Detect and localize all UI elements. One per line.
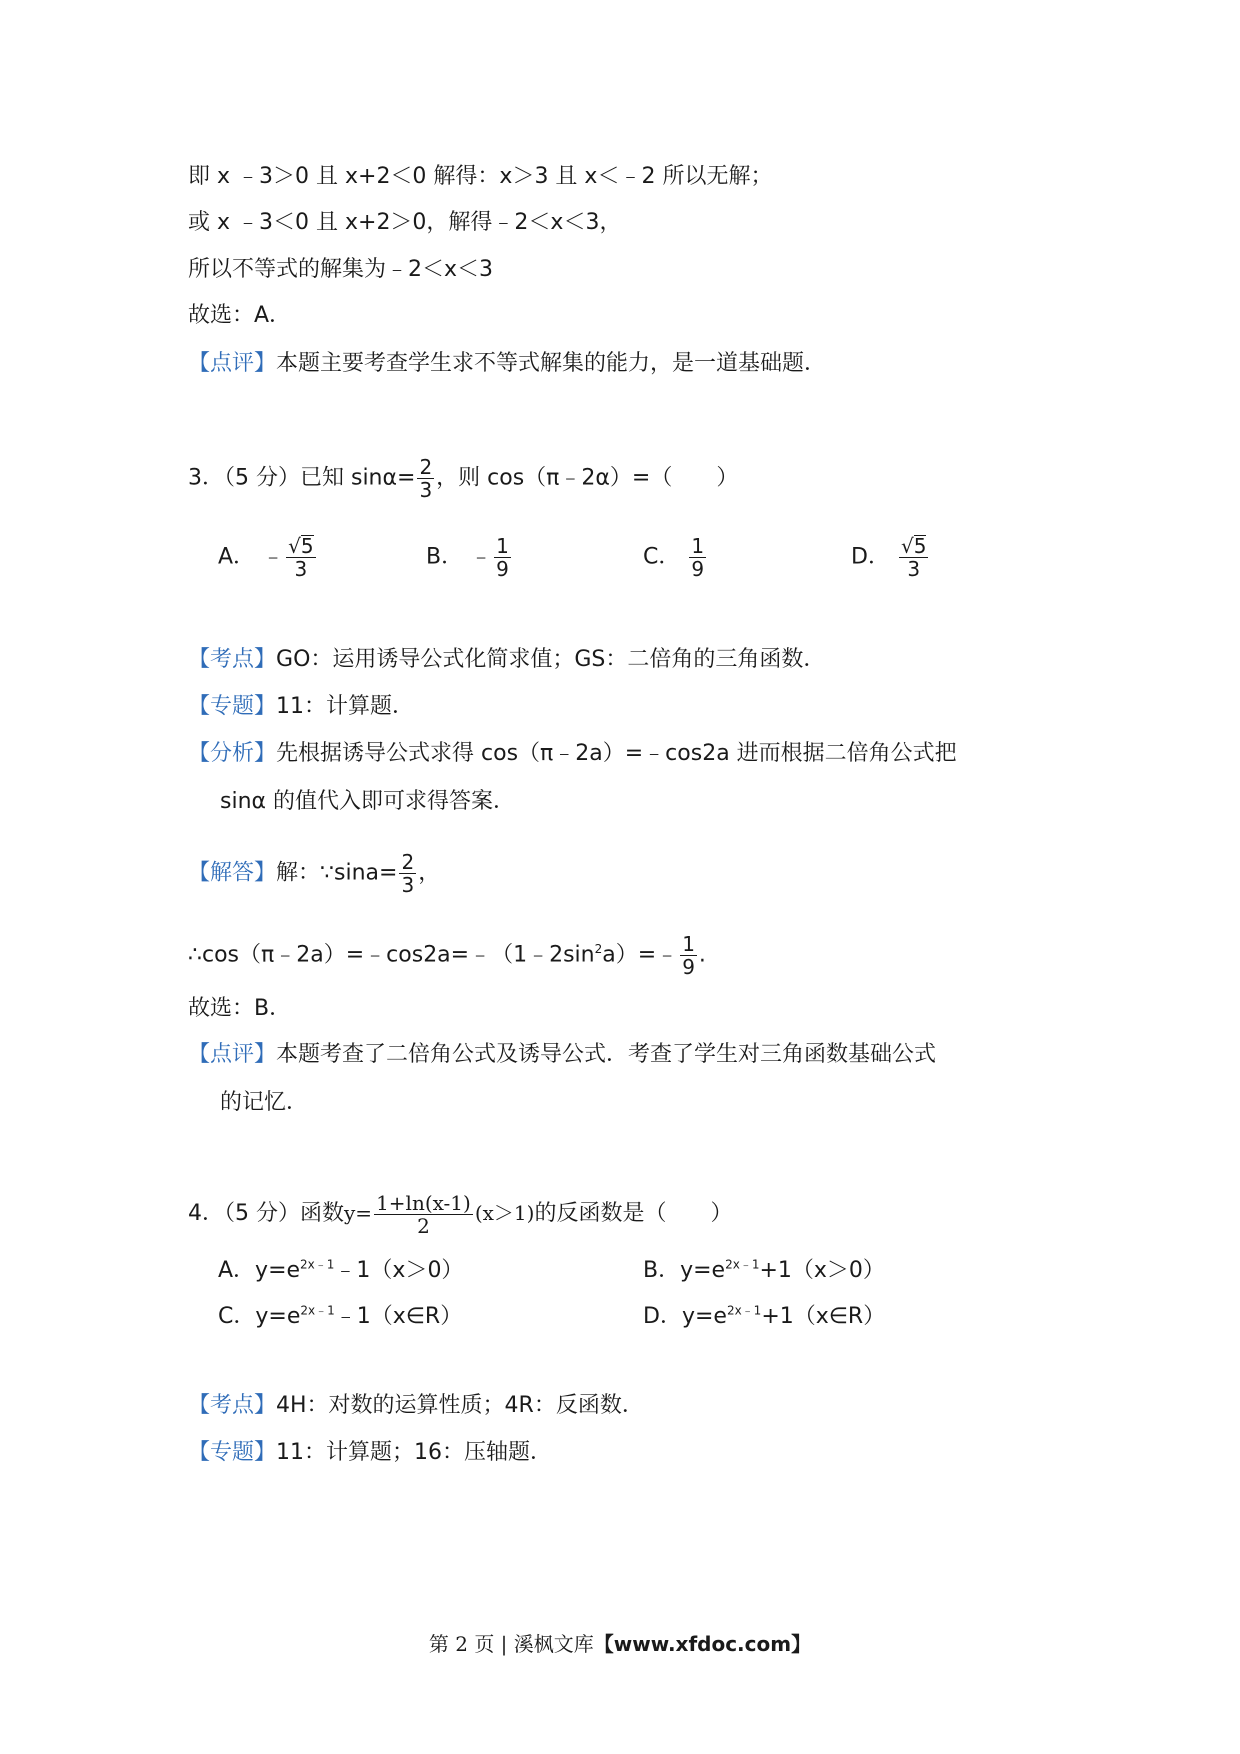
zhuanti-tag: 【专题】 (188, 694, 277, 719)
minus-sign: ﹣ (262, 544, 285, 570)
numerator: 1 (496, 534, 509, 558)
stem-text: 3．（5 分）已知 sinα= (188, 465, 416, 491)
option-text: ﹣1（x∈R） (334, 1304, 463, 1329)
denominator: 3 (907, 557, 921, 581)
sqrt (901, 535, 926, 557)
fraction (399, 851, 416, 896)
fenxi-text: 先根据诱导公式求得 cos（π﹣2a）=﹣cos2a 进而根据二倍角公式把 (276, 741, 957, 766)
stem-text: 4．（5 分）函数 (188, 1201, 344, 1226)
page-footer (0, 1628, 1240, 1657)
numerator: 2 (419, 455, 433, 479)
step-text: ∴cos（π﹣2a）=﹣cos2a=﹣（1﹣2sin (188, 942, 595, 968)
option-c (643, 535, 708, 580)
fraction (494, 535, 511, 580)
formula-lhs: y= (344, 1201, 373, 1225)
fenxi-line (188, 739, 957, 769)
comment-line (188, 349, 826, 379)
superscript: 2x﹣1 (726, 1303, 762, 1318)
comment-text: 本题主要考查学生求不等式解集的能力，是一道基础题． (276, 351, 827, 376)
zhuanti-text: 11：计算题． (276, 694, 415, 719)
question-3-stem (188, 456, 738, 501)
denominator: 2 (417, 1214, 430, 1238)
option-text: C．y=e (218, 1304, 301, 1329)
fraction (899, 535, 928, 580)
kaodian-tag: 【考点】 (188, 1393, 277, 1418)
denominator: 9 (682, 955, 695, 979)
option-b (426, 535, 513, 580)
jieda-tag: 【解答】 (188, 860, 277, 886)
option-a (218, 535, 318, 580)
radicand: 5 (300, 534, 314, 558)
zhuanti-text: 11：计算题；16：压轴题． (276, 1440, 553, 1465)
numerator: 1+ln(x-1) (376, 1191, 471, 1215)
stem-text: ，则 cos（π﹣2α）=（ ） (436, 465, 739, 491)
numerator: 2 (401, 850, 415, 874)
numerator (286, 535, 315, 558)
option-text: A．y=e (218, 1258, 301, 1283)
footer-site: 【www.xfdoc.com】 (593, 1632, 812, 1656)
kaodian-text: GO：运用诱导公式化简求值；GS：二倍角的三角函数． (276, 647, 826, 672)
footer-page: 第 2 页 | 溪枫文库 (428, 1632, 594, 1656)
superscript: 2x﹣1 (300, 1303, 335, 1318)
option-text: +1（x＞0） (759, 1258, 885, 1283)
option-text: +1（x∈R） (761, 1304, 886, 1329)
kaodian-line (188, 645, 825, 675)
zhuanti-tag: 【专题】 (188, 1440, 277, 1465)
superscript: 2x﹣1 (725, 1257, 760, 1272)
option-c (218, 1302, 462, 1332)
option-label: A． (218, 544, 256, 570)
numerator: 1 (682, 932, 695, 956)
jieda-text: ， (418, 860, 441, 886)
minus-sign: ﹣ (470, 544, 493, 570)
option-label: C． (643, 544, 681, 570)
fraction (286, 535, 315, 580)
superscript: 2x﹣1 (300, 1257, 335, 1272)
fenxi-tag: 【分析】 (188, 741, 277, 766)
zhuanti-line (188, 1438, 552, 1468)
comment-line (188, 1040, 936, 1070)
denominator: 3 (294, 557, 308, 581)
superscript: 2 (594, 942, 603, 957)
comment-line-2: 的记忆． (220, 1090, 309, 1115)
jieda-line (188, 851, 440, 896)
option-d (643, 1302, 885, 1332)
denominator: 9 (496, 557, 509, 581)
sqrt (288, 535, 313, 557)
function-formula (344, 1191, 535, 1238)
comment-text: 本题考查了二倍角公式及诱导公式．考查了学生对三角函数基础公式 (276, 1042, 937, 1067)
kaodian-text: 4H：对数的运算性质；4R：反函数． (276, 1393, 644, 1418)
sqrt-icon: √ (900, 534, 914, 558)
denominator: 3 (419, 478, 433, 502)
kaodian-tag: 【考点】 (188, 647, 277, 672)
denominator: 9 (691, 557, 705, 581)
comment-tag: 【点评】 (188, 351, 277, 376)
zhuanti-line (188, 692, 414, 722)
option-label: D． (851, 544, 890, 570)
formula-condition: (x＞1) (474, 1201, 535, 1225)
kaodian-line (188, 1391, 644, 1421)
answer-line: 故选：A． (188, 303, 292, 328)
step-text: . (698, 942, 706, 968)
fraction (417, 456, 434, 501)
denominator: 3 (401, 873, 415, 897)
option-label: B． (426, 544, 464, 570)
solution-step (188, 933, 706, 978)
fraction (680, 933, 697, 978)
option-text: ﹣1（x＞0） (334, 1258, 464, 1283)
comment-tag: 【点评】 (188, 1042, 277, 1067)
option-text: D．y=e (643, 1304, 727, 1329)
step-text: a）=﹣ (602, 942, 679, 968)
answer-line: 故选：B． (188, 996, 292, 1021)
stem-text: 的反函数是（ ） (534, 1201, 733, 1226)
option-text: B．y=e (643, 1258, 726, 1283)
fenxi-line-2: sinα 的值代入即可求得答案． (220, 789, 516, 814)
radicand: 5 (913, 534, 927, 558)
question-4-stem (188, 1192, 732, 1237)
solution-line: 即 x ﹣3＞0 且 x+2＜0 解得：x＞3 且 x＜﹣2 所以无解； (188, 164, 773, 189)
sqrt-icon: √ (288, 534, 301, 558)
option-d (851, 535, 930, 580)
option-b (643, 1256, 885, 1286)
jieda-text: 解：∵sina= (276, 860, 398, 886)
option-a (218, 1256, 463, 1286)
solution-line: 或 x ﹣3＜0 且 x+2＞0，解得﹣2＜x＜3， (188, 210, 622, 235)
solution-line: 所以不等式的解集为﹣2＜x＜3 (188, 257, 494, 282)
numerator (899, 535, 928, 558)
fraction (689, 535, 706, 580)
fraction (374, 1192, 473, 1237)
numerator: 1 (691, 534, 705, 558)
